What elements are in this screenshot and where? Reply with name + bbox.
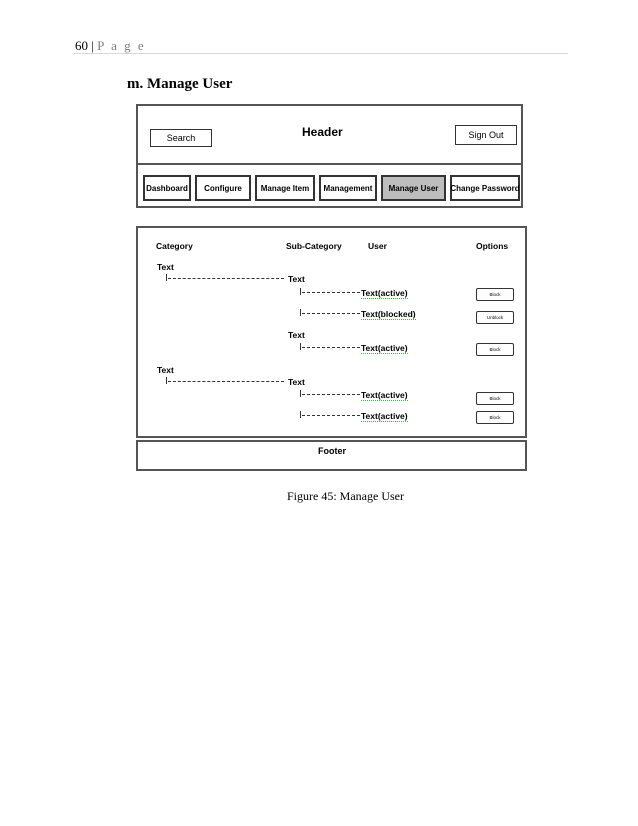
- tree-branch: [300, 343, 301, 350]
- tree-branch: [300, 390, 301, 397]
- sign-out-button[interactable]: Sign Out: [455, 125, 517, 145]
- block-button[interactable]: Block: [476, 411, 514, 424]
- category-1: Text: [157, 262, 174, 272]
- tree-branch: [300, 288, 301, 295]
- tree-line: [302, 292, 360, 293]
- sub-category-1: Text: [288, 274, 305, 284]
- sub-category-3: Text: [288, 377, 305, 387]
- tree-branch: [166, 377, 167, 384]
- block-button[interactable]: Block: [476, 392, 514, 405]
- nav-change-password[interactable]: Change Password: [450, 175, 520, 201]
- column-sub-category: Sub-Category: [286, 241, 342, 251]
- nav-dashboard[interactable]: Dashboard: [143, 175, 191, 201]
- block-button[interactable]: Block: [476, 343, 514, 356]
- page-label: P a g e: [97, 38, 146, 53]
- unblock-button[interactable]: Unblock: [476, 311, 514, 324]
- page-separator: |: [91, 38, 94, 53]
- footer-label: Footer: [318, 446, 346, 456]
- nav-configure[interactable]: Configure: [195, 175, 251, 201]
- page-number: 60: [75, 38, 88, 53]
- tree-branch: [166, 274, 167, 281]
- column-category: Category: [156, 241, 193, 251]
- tree-branch: [300, 411, 301, 418]
- sub-category-2: Text: [288, 330, 305, 340]
- user-3: Text(active): [361, 343, 408, 353]
- block-button[interactable]: Block: [476, 288, 514, 301]
- column-options: Options: [476, 241, 509, 251]
- column-user: User: [368, 241, 387, 251]
- nav-management[interactable]: Management: [319, 175, 377, 201]
- wireframe-content-frame: [136, 226, 527, 438]
- tree-line: [302, 415, 360, 416]
- page-header: [75, 38, 146, 54]
- section-title: m. Manage User: [127, 76, 233, 92]
- nav-manage-user[interactable]: Manage User: [381, 175, 446, 201]
- tree-branch: [300, 309, 301, 316]
- tree-line: [168, 381, 284, 382]
- tree-line: [168, 278, 284, 279]
- user-2: Text(blocked): [361, 309, 416, 319]
- tree-line: [302, 347, 360, 348]
- tree-line: [302, 394, 360, 395]
- user-5: Text(active): [361, 411, 408, 421]
- tree-line: [302, 313, 360, 314]
- search-button[interactable]: Search: [150, 129, 212, 147]
- header-label: Header: [302, 125, 343, 139]
- figure-caption: Figure 45: Manage User: [287, 489, 404, 503]
- user-4: Text(active): [361, 390, 408, 400]
- nav-manage-item[interactable]: Manage Item: [255, 175, 315, 201]
- category-2: Text: [157, 365, 174, 375]
- header-separator: [136, 163, 523, 165]
- header-rule: [74, 53, 568, 54]
- user-1: Text(active): [361, 288, 408, 298]
